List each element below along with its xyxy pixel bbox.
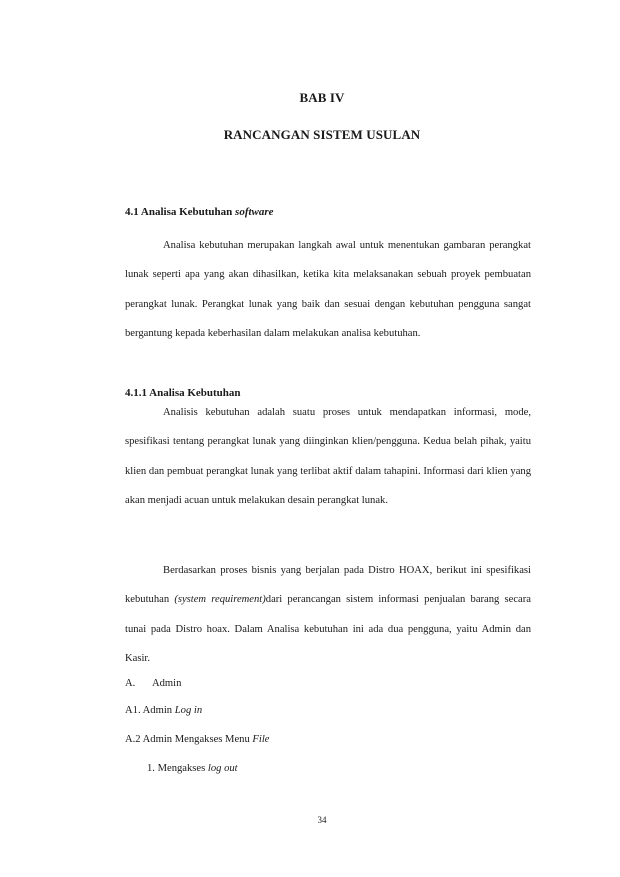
section-heading-4-1 [125, 206, 274, 218]
list-text-italic: File [252, 734, 270, 745]
paragraph-text: Analisis kebutuhan adalah suatu proses untuk mendapatkan informasi, mode, spesifikasi tentang perangkat lunak yang diinginkan klien/pengguna. Kedua belah pihak, yaitu klien dan pembuat perangkat lunak yang terlibat aktif dalam tahapini. Informasi dari klien yang akan menjadi acuan untuk melakukan desain perangkat lunak. [125, 407, 531, 506]
paragraph-text [125, 556, 531, 673]
list-text: A.2 Admin Mengakses Menu [125, 734, 253, 745]
chapter-number: BAB IV [299, 90, 345, 105]
paragraph-text-after: dari perancangan sistem informasi penjualan barang secara tunai pada Distro hoax. Dalam Analisa kebutuhan ini ada dua pengguna, yaitu Admin dan Kasir. [125, 594, 531, 664]
list-text: 1. Mengakses [147, 763, 208, 774]
chapter-title: RANCANGAN SISTEM USULAN [223, 127, 421, 142]
list-text: Admin [151, 678, 182, 689]
paragraph-text-italic: (system requirement) [174, 594, 266, 606]
paragraph-analisis-kebutuhan [125, 398, 531, 515]
paragraph-spesifikasi [125, 556, 531, 673]
list-text: A1. Admin [125, 705, 175, 716]
list-item-a2-1 [147, 763, 238, 774]
list-item-a1 [125, 705, 202, 716]
list-marker: A. [125, 678, 136, 689]
page-number: 34 [317, 815, 327, 825]
list-text-italic: Log in [174, 705, 203, 716]
list-item-a [125, 678, 181, 689]
paragraph-text: Analisa kebutuhan merupakan langkah awal untuk menentukan gambaran perangkat lunak seperti apa yang akan dihasilkan, ketika kita melaksanakan sebuah proyek pembuatan perangkat lunak. Perangkat lunak yang baik dan sesuai dengan kebutuhan pengguna sangat bergantung kepada keberhasilan dalam melakukan analisa kebutuhan. [125, 240, 531, 339]
section-heading-text: 4.1 Analisa Kebutuhan [125, 206, 233, 218]
paragraph-analisa-kebutuhan [125, 231, 531, 348]
section-heading-italic: software [235, 206, 274, 218]
list-item-a2 [125, 734, 269, 745]
section-heading-4-1-1: 4.1.1 Analisa Kebutuhan [125, 387, 241, 399]
list-text-italic: log out [207, 763, 238, 774]
paragraph-text-before: Berdasarkan proses bisnis yang berjalan pada Distro HOAX, berikut ini spesifikasi kebutuhan [125, 565, 531, 606]
